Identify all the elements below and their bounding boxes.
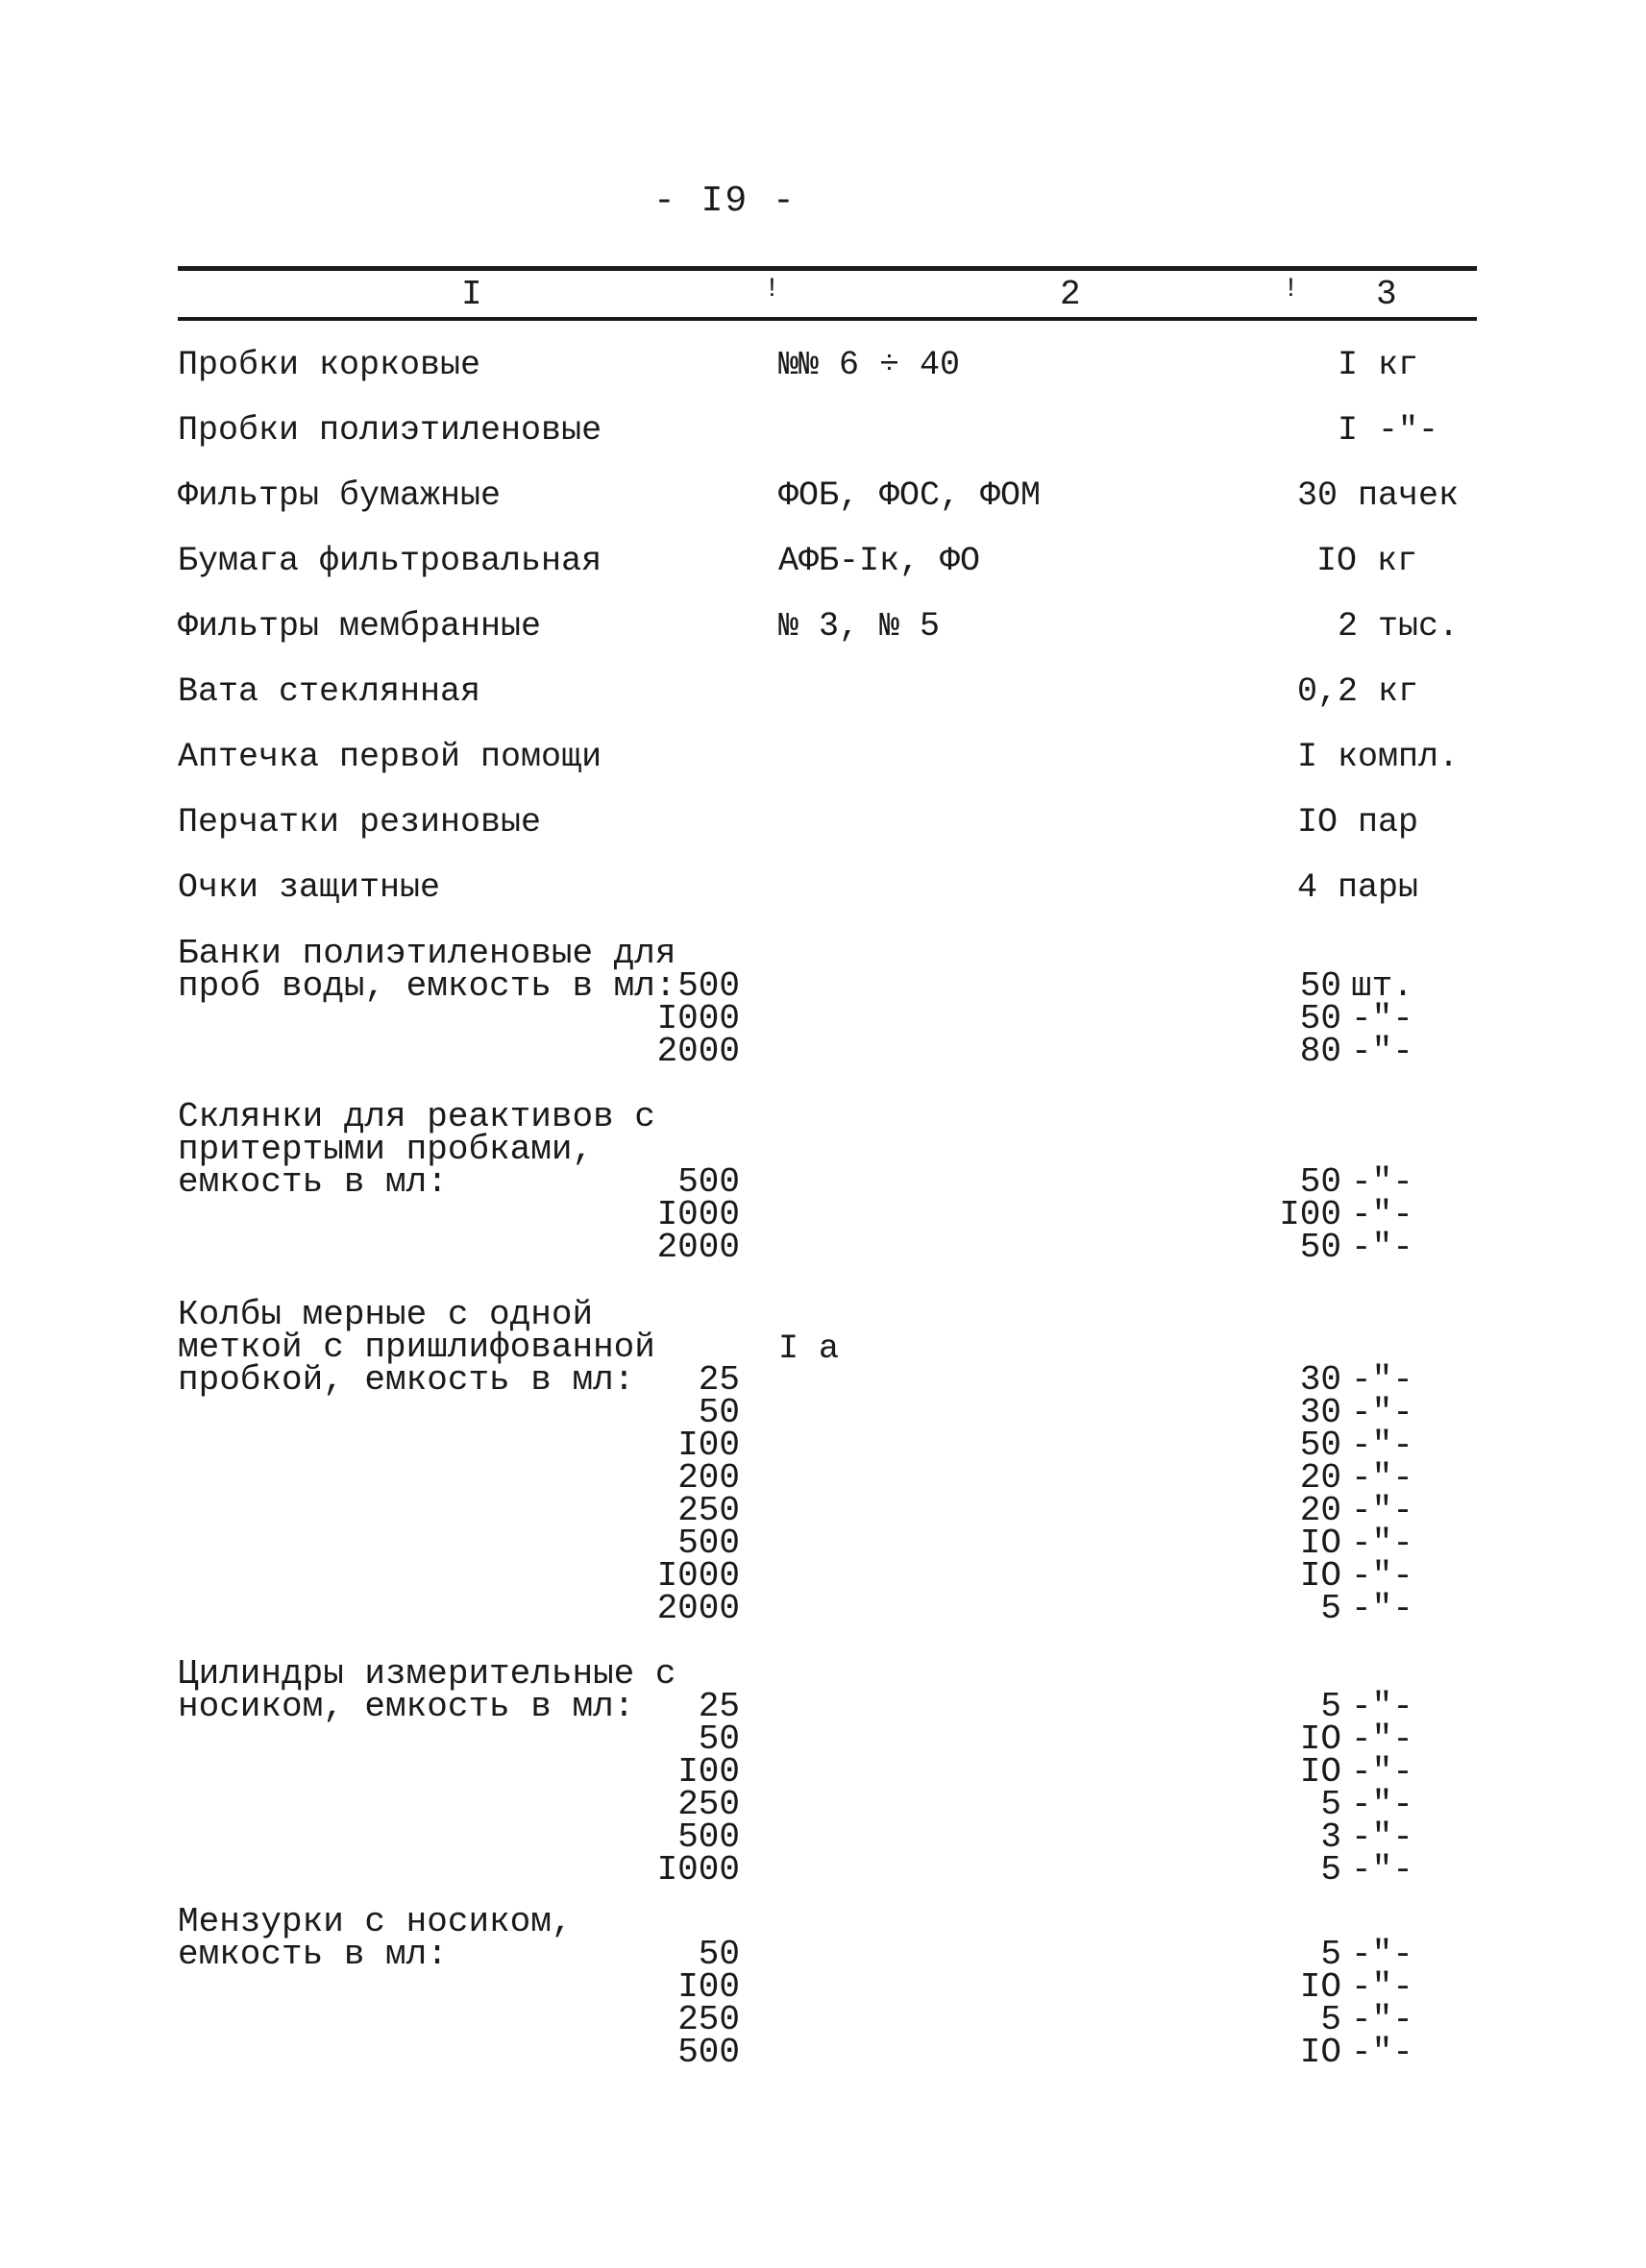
item-mark: I а (778, 1329, 840, 1368)
qty-list: 5 -"- IO -"- 5 -"- IO -"- (1299, 1935, 1413, 2072)
volume-list: 50 I00 250 500 (677, 1935, 740, 2072)
header-sep-1: ! (764, 275, 780, 305)
table-rule-bottom (178, 317, 1477, 321)
volume-list: 500 I000 2000 (656, 966, 740, 1071)
header-col3: 3 (1376, 275, 1397, 314)
group-title: Цилиндры измерительные с носиком, емкость в мл: (178, 1654, 676, 1726)
item-qty: I кг (1338, 346, 1419, 384)
volume-list: 500 I000 2000 (656, 1162, 740, 1267)
item-name: Вата стеклянная (178, 672, 481, 711)
header-col2: 2 (1060, 275, 1081, 314)
item-qty: 4 пары (1297, 868, 1419, 907)
item-name: Фильтры бумажные (178, 476, 502, 515)
qty-list: 50 -"- I00 -"- 50 -"- (1279, 1162, 1413, 1267)
item-name: Фильтры мембранные (178, 607, 542, 646)
item-name: Пробки полиэтиленовые (178, 411, 602, 450)
group-title: Колбы мерные с одной меткой с пришлифованной пробкой, емкость в мл: (178, 1295, 655, 1400)
group-title: Банки полиэтиленовые для проб воды, емкость в мл: (178, 934, 676, 1006)
item-mark: №№ 6 ÷ 40 (778, 346, 961, 384)
qty-list: 5 -"- IO -"- IO -"- 5 -"- 3 -"- 5 -"- (1299, 1687, 1413, 1890)
item-name: Аптечка первой помощи (178, 738, 602, 776)
item-qty: IO кг (1316, 542, 1418, 580)
item-qty: I компл. (1297, 738, 1460, 776)
item-mark: ФОБ, ФОС, ФОМ (778, 476, 1042, 515)
qty-list: 30 -"- 30 -"- 50 -"- 20 -"- 20 -"- IO -"- IO -"- 5 -"- (1299, 1360, 1413, 1628)
group-title: Мензурки с носиком, емкость в мл: (178, 1902, 573, 1974)
item-qty: 30 пачек (1297, 476, 1460, 515)
item-mark: № 3, № 5 (778, 607, 941, 646)
item-qty: 2 тыс. (1338, 607, 1460, 646)
qty-list: 50 шт. 50 -"- 80 -"- (1299, 966, 1413, 1071)
group-title: Склянки для реактивов с притертыми пробками, емкость в мл: (178, 1097, 655, 1202)
item-qty: I -"- (1338, 411, 1439, 450)
item-name: Пробки корковые (178, 346, 481, 384)
item-mark: АФБ-Iк, ФО (778, 542, 981, 580)
volume-list: 25 50 I00 250 500 I000 (656, 1687, 740, 1890)
header-sep-2: ! (1283, 275, 1299, 305)
volume-list: 25 50 I00 200 250 500 I000 2000 (656, 1360, 740, 1628)
item-qty: IO пар (1297, 803, 1419, 841)
item-name: Перчатки резиновые (178, 803, 542, 841)
header-col1: I (461, 275, 482, 314)
item-name: Бумага фильтровальная (178, 542, 602, 580)
page-number: - I9 - (653, 181, 797, 222)
item-name: Очки защитные (178, 868, 441, 907)
item-qty: 0,2 кг (1297, 672, 1419, 711)
table-rule-top (178, 266, 1477, 271)
